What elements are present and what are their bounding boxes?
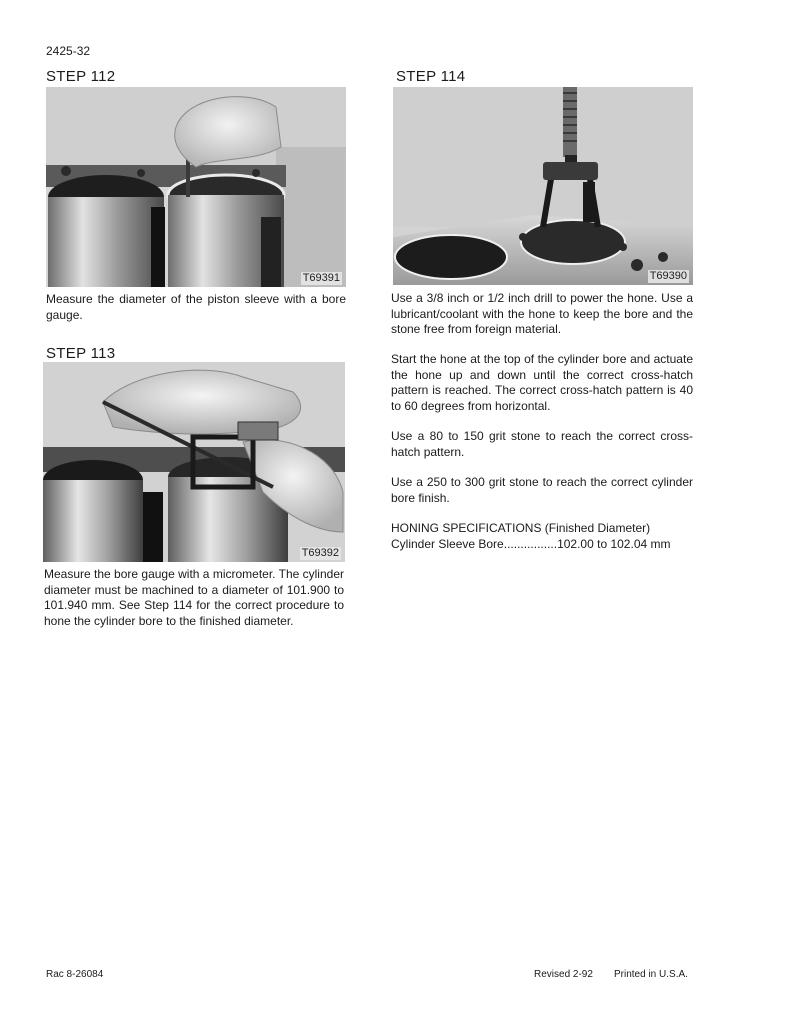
step-112-text: Measure the diameter of the piston sleeve with a bore gauge. <box>46 292 346 322</box>
step-113-photo <box>43 362 345 562</box>
step-114-heading: STEP 114 <box>396 68 466 85</box>
step-114-paragraph-4: Use a 250 to 300 grit stone to reach the correct cylinder bore finish. <box>391 475 693 505</box>
page-number: 2425-32 <box>46 44 91 58</box>
honing-specifications-title: HONING SPECIFICATIONS (Finished Diameter) <box>391 521 651 535</box>
spec-value: 102.00 to 102.04 mm <box>557 537 671 551</box>
step-114-paragraph-2: Start the hone at the top of the cylinder bore and actuate the hone up and down until the correct cross-hatch pattern is reached. The correct cross-hatch pattern is 40 to 60 degrees from horizontal. <box>391 352 693 413</box>
cylinder-hone-image <box>393 87 693 285</box>
footer-revised: Revised 2-92 <box>534 969 593 980</box>
figure-label: T69392 <box>301 547 339 559</box>
spec-row-cylinder-sleeve-bore <box>391 537 671 552</box>
step-114-paragraph-3: Use a 80 to 150 grit stone to reach the correct cross-hatch pattern. <box>391 429 693 459</box>
spec-label: Cylinder Sleeve Bore <box>391 537 504 551</box>
figure-label: T69391 <box>302 272 340 284</box>
footer-document-number: Rac 8-26084 <box>46 969 104 980</box>
spec-leader: ................ <box>503 537 558 551</box>
step-114-paragraph-1: Use a 3/8 inch or 1/2 inch drill to power the hone. Use a lubricant/coolant with the hone to keep the bore and the stone free from foreign material. <box>391 291 693 336</box>
bore-gauge-in-cylinder-image <box>46 87 346 287</box>
step-114-photo <box>393 87 693 285</box>
figure-label: T69390 <box>649 270 687 282</box>
step-112-photo <box>46 87 346 287</box>
step-112-heading: STEP 112 <box>46 68 116 85</box>
footer-printed: Printed in U.S.A. <box>614 969 688 980</box>
step-113-heading: STEP 113 <box>46 345 116 362</box>
step-113-text: Measure the bore gauge with a micrometer. The cylinder diameter must be machined to a diameter of 101.900 to 101.940 mm. See Step 114 for the correct procedure to hone the cylinder bore to the finished diameter. <box>44 567 344 628</box>
micrometer-measurement-image <box>43 362 345 562</box>
